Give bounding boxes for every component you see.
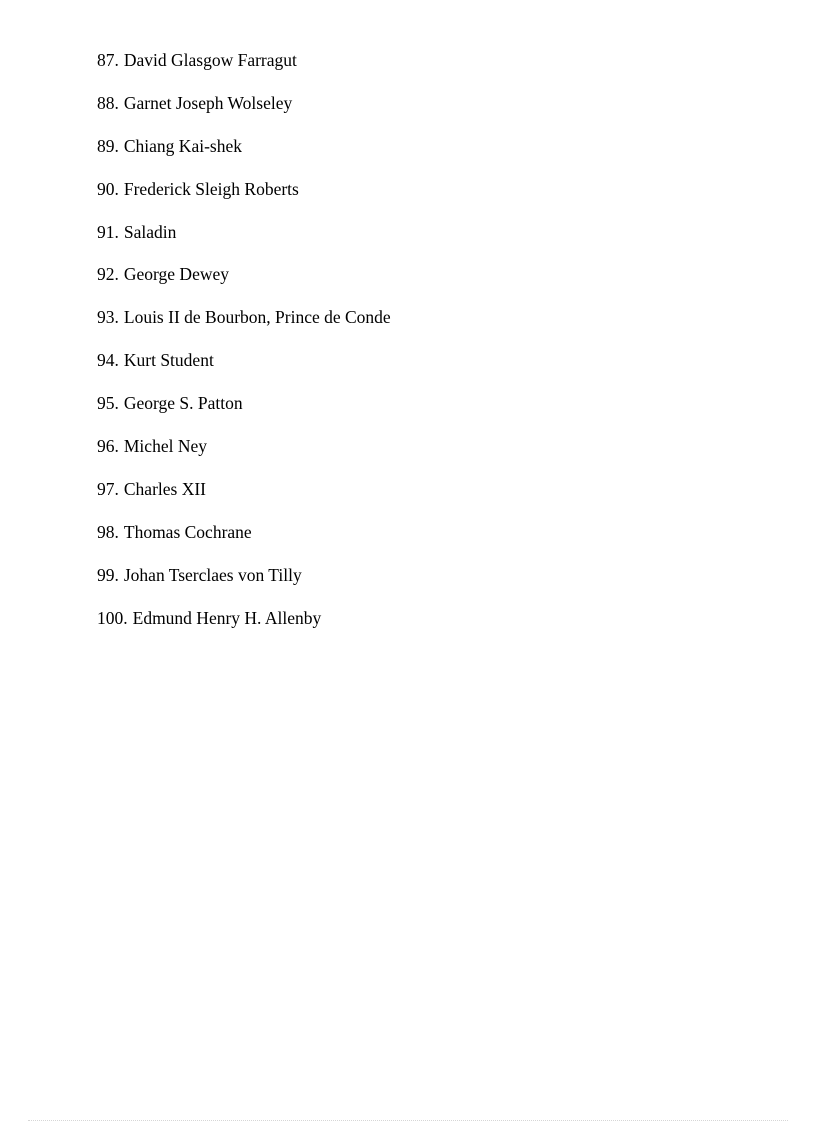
item-name: Michel Ney: [123, 436, 207, 457]
list-item: [97, 564, 391, 607]
list-item: [97, 49, 391, 92]
item-number: 98.: [97, 521, 119, 542]
item-number: 99.: [97, 564, 119, 585]
item-number: 96.: [97, 436, 119, 457]
list-item: [97, 178, 391, 221]
item-number: 95.: [97, 393, 119, 414]
list-item: [97, 435, 391, 478]
item-name: Thomas Cochrane: [123, 521, 252, 542]
item-name: Kurt Student: [123, 350, 214, 371]
list-item: [97, 521, 391, 564]
list-item: [97, 349, 391, 392]
list-item: [97, 607, 391, 650]
item-number: 88.: [97, 92, 119, 113]
item-number: 100.: [97, 607, 128, 628]
item-name: Frederick Sleigh Roberts: [123, 178, 299, 199]
list-item: [97, 306, 391, 349]
page-bottom-divider: [28, 1120, 788, 1121]
list-item: [97, 221, 391, 264]
item-number: 91.: [97, 221, 119, 242]
commander-list: [97, 49, 391, 649]
item-name: Edmund Henry H. Allenby: [132, 607, 322, 628]
list-item: [97, 392, 391, 435]
item-number: 90.: [97, 178, 119, 199]
item-number: 93.: [97, 307, 119, 328]
item-number: 97.: [97, 478, 119, 499]
list-item: [97, 92, 391, 135]
item-number: 89.: [97, 135, 119, 156]
item-name: David Glasgow Farragut: [123, 50, 297, 70]
item-number: 94.: [97, 350, 119, 371]
item-name: Louis II de Bourbon, Prince de Conde: [123, 307, 391, 328]
item-name: Johan Tserclaes von Tilly: [123, 564, 302, 585]
list-item: [97, 478, 391, 521]
item-name: Charles XII: [123, 478, 207, 499]
list-item: [97, 263, 391, 306]
list-item: [97, 135, 391, 178]
item-name: Saladin: [123, 221, 177, 242]
item-name: George Dewey: [123, 264, 229, 285]
item-name: George S. Patton: [123, 393, 243, 414]
item-number: 87.: [97, 50, 119, 70]
item-name: Garnet Joseph Wolseley: [123, 92, 293, 113]
item-number: 92.: [97, 264, 119, 285]
item-name: Chiang Kai-shek: [123, 135, 242, 156]
